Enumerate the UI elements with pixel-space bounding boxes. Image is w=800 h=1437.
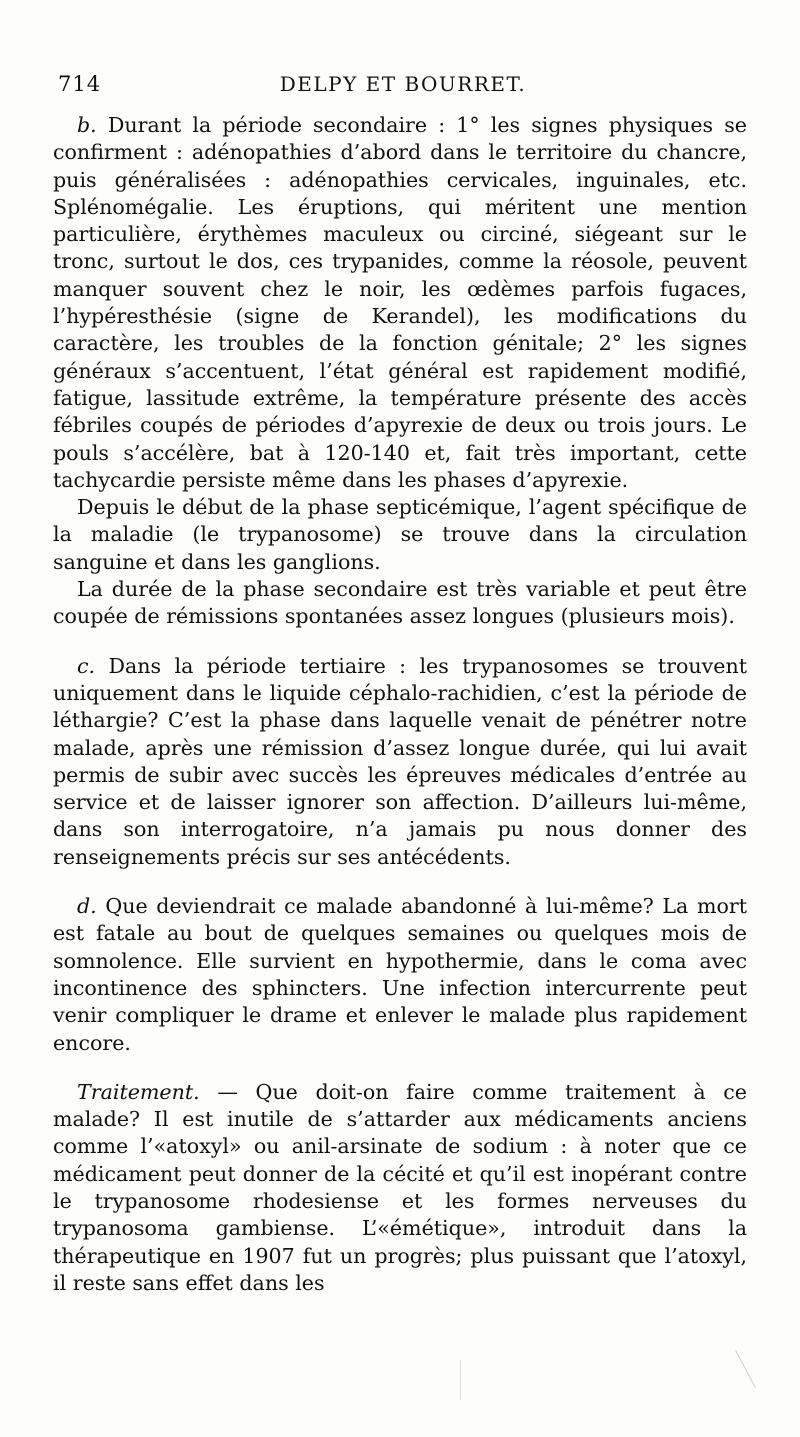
scan-artifact-mark xyxy=(460,1360,461,1400)
paragraph-text: La durée de la phase secondaire est très variable et peut être coupée de rémissions spontanées assez longues (plusieurs mois). xyxy=(53,577,747,629)
paragraph-text: — Que doit-on faire comme traitement à ce malade? Il est inutile de s’attarder aux médicaments anciens comme l’«atoxyl» ou anil-arsinate de sodium : à noter que ce médicament peut donner de la cécité et qu’il est inopérant contre le trypanosome rhodesiense et les formes nerveuses du trypanosoma gambiense. L’«émétique», introduit dans la thérapeutique en 1907 fut un progrès; plus puissant que l’atoxyl, il reste sans effet dans les xyxy=(53,1079,747,1295)
paragraph-label: Traitement. xyxy=(77,1079,200,1104)
paragraph-tertiary-period xyxy=(53,653,747,871)
page-number: 714 xyxy=(58,72,102,96)
running-head: DELPY ET BOURRET. xyxy=(279,72,527,96)
paragraph-secondary-period xyxy=(53,112,747,494)
paragraph-label: b. xyxy=(77,113,97,137)
paragraph-outcome xyxy=(53,893,747,1057)
paragraph-text: Dans la période tertiaire : les trypanosomes se trouvent uniquement dans le liquide céphalo-rachidien, c’est la période de léthargie? C’est la phase dans laquelle venait de pénétrer notre malade, après une rémission d’assez longue durée, qui lui avait permis de subir avec succès les épreuves médicales d’entrée au service et de laisser ignorer son affection. D’ailleurs lui-même, dans son interrogatoire, n’a jamais pu nous donner des renseignements précis sur ses antécédents. xyxy=(53,653,747,869)
paragraph-duration xyxy=(53,576,747,631)
paragraph-text: Durant la période secondaire : 1° les signes physiques se confirment : adénopathies d’abord dans le territoire du chancre, puis généralisées : adénopathies cervicales, inguinales, etc. Splénomégalie. Les éruptions, qui méritent une mention particulière, érythèmes maculeux ou circiné, siégeant sur le tronc, surtout le dos, ces trypanides, comme la réosole, peuvent manquer souvent chez le noir, les œdèmes parfois fugaces, l’hypéresthésie (signe de Kerandel), les modifications du caractère, les troubles de la fonction génitale; 2° les signes généraux s’accentuent, l’état général est rapidement modifié, fatigue, lassitude extrême, la température présente des accès fébriles coupés de périodes d’apyrexie de deux ou trois jours. Le pouls s’accélère, bat à 120-140 et, fait très important, cette tachycardie persiste même dans les phases d’apyrexie. xyxy=(53,113,747,492)
paragraph-text: Depuis le début de la phase septicémique, l’agent spécifique de la maladie (le trypanosome) se trouve dans la circulation sanguine et dans les ganglions. xyxy=(53,495,747,574)
page-header xyxy=(58,72,748,102)
paragraph-septicemic-phase xyxy=(53,494,747,576)
paragraph-label: d. xyxy=(77,894,97,919)
paragraph-text: Que deviendrait ce malade abandonné à lui-même? La mort est fatale au bout de quelques semaines ou quelques mois de somnolence. Elle survient en hypothermie, dans le coma avec incontinence des sphincters. Une infection intercurrente peut venir compliquer le drame et enlever le malade plus rapidement encore. xyxy=(53,894,747,1055)
body-text xyxy=(53,112,747,1297)
paragraph-label: c. xyxy=(77,653,96,678)
paragraph-treatment xyxy=(53,1079,747,1297)
scan-artifact-mark xyxy=(735,1350,756,1388)
